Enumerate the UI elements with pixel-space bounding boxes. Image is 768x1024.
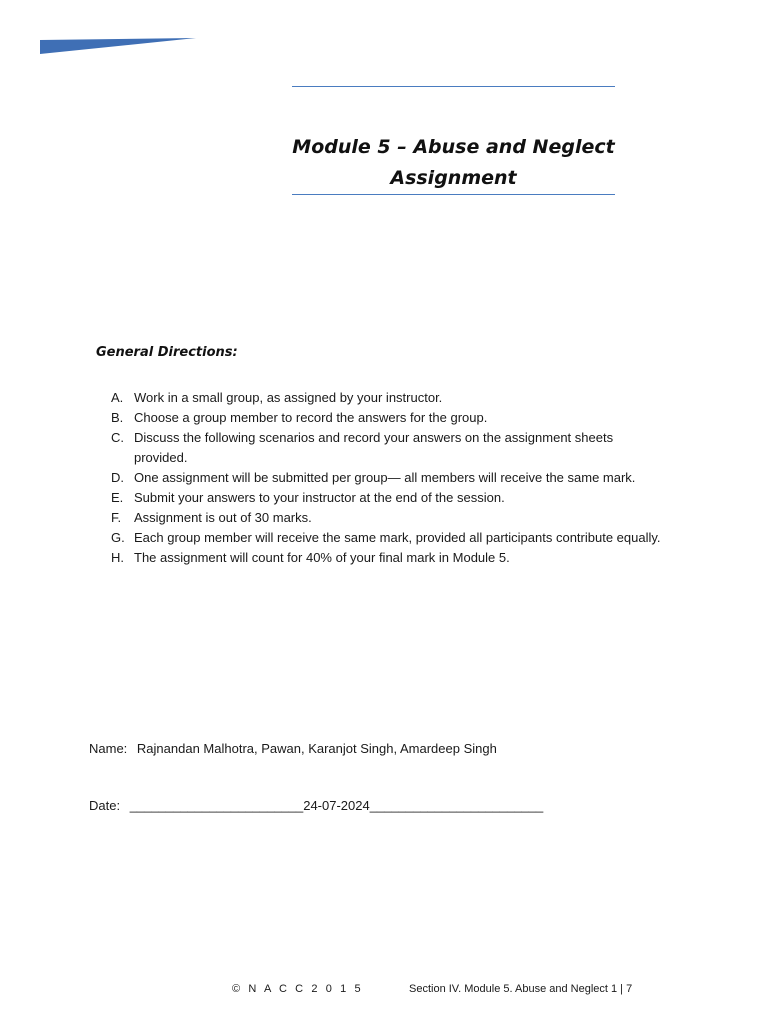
list-item <box>111 428 664 468</box>
list-item-text: Choose a group member to record the answers for the group. <box>134 410 488 425</box>
date-value: ________________________24-07-2024________________________ <box>129 798 544 813</box>
list-item <box>111 508 664 528</box>
list-item <box>111 388 664 408</box>
list-marker: F. <box>111 510 122 525</box>
list-marker: H. <box>111 550 124 565</box>
list-item <box>111 488 664 508</box>
logo-stripe <box>40 38 196 54</box>
list-item-text: Work in a small group, as assigned by your instructor. <box>134 390 443 405</box>
title-bottom-rule <box>292 194 615 195</box>
list-marker: D. <box>111 470 124 485</box>
name-field <box>89 740 497 758</box>
title-block <box>292 86 615 195</box>
list-marker: A. <box>111 390 124 405</box>
footer-copyright: © N A C C 2 0 1 5 <box>232 983 364 995</box>
list-item <box>111 408 664 428</box>
list-item <box>111 468 664 488</box>
name-label: Name: <box>89 741 128 756</box>
footer-section: Section IV. Module 5. Abuse and Neglect 1 | 7 <box>409 983 633 995</box>
title-line-1: Module 5 – Abuse and Neglect <box>292 136 615 158</box>
list-item-text: One assignment will be submitted per group— all members will receive the same mark. <box>134 470 636 485</box>
page-title <box>292 87 615 194</box>
list-marker: B. <box>111 410 124 425</box>
list-item <box>111 528 664 548</box>
directions-list <box>111 388 664 568</box>
list-item-text: The assignment will count for 40% of your final mark in Module 5. <box>134 550 510 565</box>
list-marker: G. <box>111 530 125 545</box>
name-value: Rajnandan Malhotra, Pawan, Karanjot Singh, Amardeep Singh <box>136 741 497 756</box>
list-item-text: Discuss the following scenarios and record your answers on the assignment sheets provided. <box>134 430 614 465</box>
list-item <box>111 548 664 568</box>
directions-heading: General Directions: <box>96 345 238 360</box>
title-line-2: Assignment <box>390 167 517 189</box>
list-item-text: Each group member will receive the same mark, provided all participants contribute equally. <box>134 530 661 545</box>
date-field <box>89 797 543 815</box>
date-label: Date: <box>89 798 121 813</box>
list-marker: E. <box>111 490 124 505</box>
list-marker: C. <box>111 430 124 445</box>
list-item-text: Assignment is out of 30 marks. <box>134 510 312 525</box>
list-item-text: Submit your answers to your instructor at the end of the session. <box>134 490 505 505</box>
